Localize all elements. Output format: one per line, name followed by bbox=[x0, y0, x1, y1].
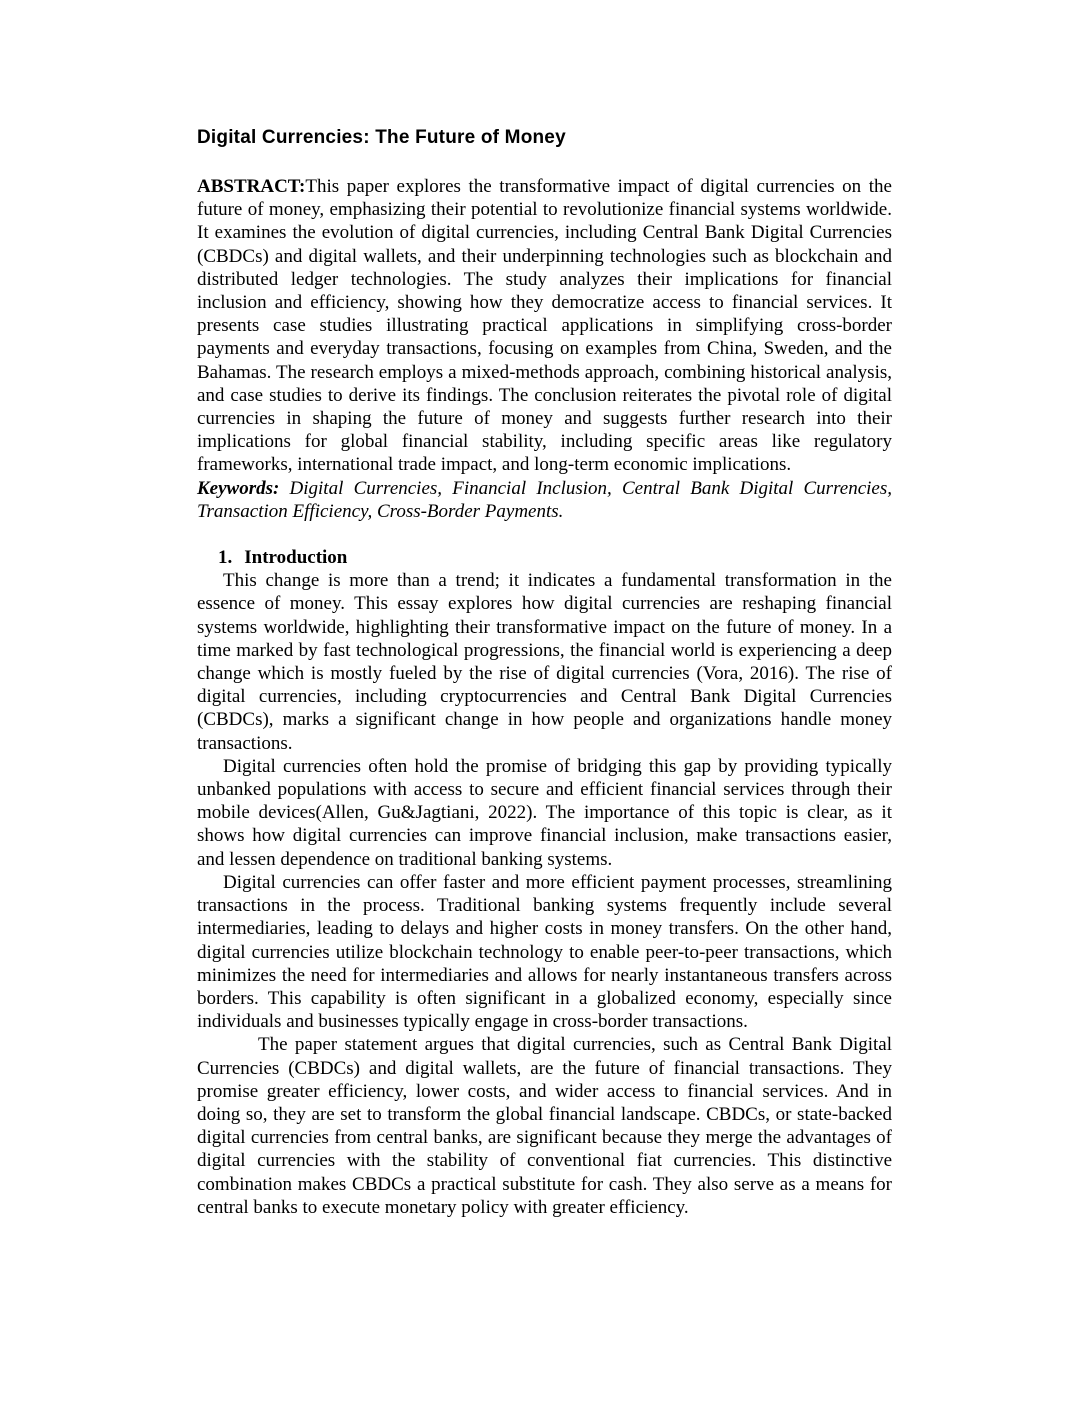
document-content bbox=[197, 126, 892, 1219]
paper-title: Digital Currencies: The Future of Money bbox=[197, 127, 566, 148]
section-title: Introduction bbox=[244, 547, 348, 569]
intro-paragraph-2: Digital currencies often hold the promise of bridging this gap by providing typically unbanked populations with access to secure and efficient financial services through their mobile devices(Allen, Gu&Jagtiani, 2022). The importance of this topic is clear, as it shows how digital currencies can improve financial inclusion, make transactions easier, and lessen dependence on traditional banking systems. bbox=[197, 755, 892, 870]
intro-paragraph-4: The paper statement argues that digital currencies, such as Central Bank Digital Currencies (CBDCs) and digital wallets, are the future of financial transactions. They promise greater efficiency, lower costs, and wider access to financial services. And in doing so, they are set to transform the global financial landscape. CBDCs, or state-backed digital currencies from central banks, are significant because they merge the advantages of digital currencies with the stability of conventional fiat currencies. This distinctive combination makes CBDCs a practical substitute for cash. They also serve as a means for central banks to execute monetary policy with greater efficiency. bbox=[197, 1034, 892, 1218]
intro-paragraph-1: This change is more than a trend; it indicates a fundamental transformation in the essence of money. This essay explores how digital currencies are reshaping financial systems worldwide, highlighting their transformative impact on the future of money. In a time marked by fast technological progressions, the financial world is experiencing a deep change which is mostly fueled by the rise of digital currencies (Vora, 2016). The rise of digital currencies, including cryptocurrencies and Central Bank Digital Currencies (CBDCs), marks a significant change in how people and organizations handle money transactions. bbox=[197, 570, 892, 754]
document-body bbox=[197, 175, 892, 1219]
abstract-paragraph bbox=[197, 175, 892, 477]
keywords-label: Keywords: bbox=[197, 477, 280, 499]
section-number: 1. bbox=[218, 547, 233, 569]
keywords-line bbox=[197, 477, 892, 523]
section-heading-introduction bbox=[197, 546, 892, 569]
intro-paragraph-3: Digital currencies can offer faster and more efficient payment processes, streamlining transactions in the process. Traditional banking systems frequently include several intermediaries, leading to delays and higher costs in money transfers. On the other hand, digital currencies utilize blockchain technology to enable peer-to-peer transactions, which minimizes the need for intermediaries and allows for nearly instantaneous transfers across borders. This capability is often significant in a globalized economy, especially since individuals and businesses typically engage in cross-border transactions. bbox=[197, 871, 892, 1033]
abstract-text: This paper explores the transformative impact of digital currencies on the future of money, emphasizing their potential to revolutionize financial systems worldwide. It examines the evolution of digital currencies, including Central Bank Digital Currencies (CBDCs) and digital wallets, and their underpinning technologies such as blockchain and distributed ledger technologies. The study analyzes their implications for financial inclusion and efficiency, showing how they democratize access to financial services. It presents case studies illustrating practical applications in simplifying cross-border payments and everyday transactions, focusing on examples from China, Sweden, and the Bahamas. The research employs a mixed-methods approach, combining historical analysis, and case studies to derive its findings. The conclusion reiterates the pivotal role of digital currencies in shaping the future of money and suggests further research into their implications for global financial stability, including specific areas like regulatory frameworks, international trade impact, and long-term economic implications. bbox=[197, 176, 892, 476]
keywords-text: Digital Currencies, Financial Inclusion, Central Bank Digital Currencies, Transaction Efficiency, Cross-Border Payments. bbox=[197, 477, 892, 522]
abstract-label: ABSTRACT: bbox=[197, 176, 306, 197]
